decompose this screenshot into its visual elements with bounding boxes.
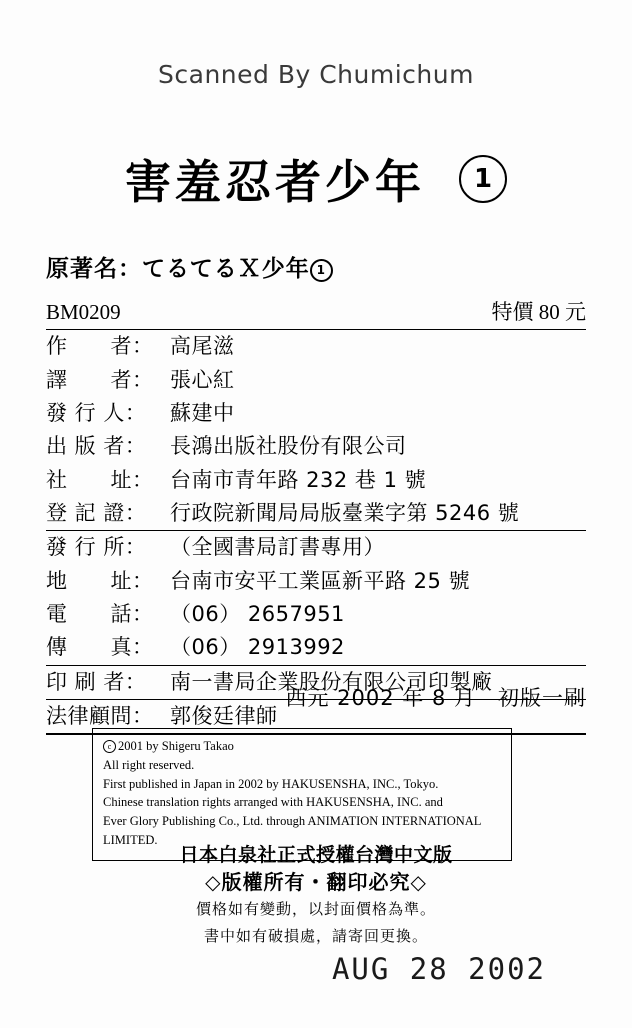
row-label: 譯 者： [46,367,154,392]
authorization-text: 日本白泉社正式授權台灣中文版 [179,844,453,866]
row-value: 郭俊廷律師 [170,700,586,735]
row-value: 台南市青年路 232 巷 1 號 [170,467,427,492]
copyright-icon: c [103,740,116,753]
row-label: 法律顧問： [46,700,170,735]
row-value: 張心紅 [170,367,235,392]
row-label: 出 版 者： [46,434,147,459]
rights-reserved-text: ◇版權所有・翻印必究◇ [205,870,427,894]
title-row [0,146,632,212]
row-value: 蘇建中 [170,401,235,426]
table-row [46,364,586,397]
row-value: （06） 2913992 [170,631,586,665]
original-title [46,250,333,283]
price-label: 特價 [491,300,534,324]
table-row [46,565,586,598]
original-volume-badge: 1 [310,259,333,282]
scan-credit-text: Scanned By Chumichum [158,60,474,89]
row-value: 長鴻出版社股份有限公司 [170,434,407,459]
copyright-line-6: LIMITED. [103,832,158,847]
row-value: （全國書局訂書專用） [170,535,385,560]
row-label: 社 址： [46,467,154,492]
table-row [46,598,586,631]
table-row [46,531,586,565]
row-label: 印 刷 者： [46,665,170,699]
book-code: BM0209 [46,296,170,330]
table-row [46,464,586,497]
price-note: 價格如有變動，以封面價格為準。 [195,900,436,918]
copyright-line-4: Chinese translation rights arranged with HAKUSENSHA, INC. and [103,795,443,810]
date-stamp: AUG 28 2002 [331,952,546,986]
volume-badge: 1 [459,155,507,203]
page-title: 害羞忍者少年 [125,155,425,209]
copyright-line-2: All right reserved. [103,757,195,772]
colophon-table [46,296,586,735]
table-row [46,397,586,430]
price-cell [170,296,586,330]
table-row [46,430,586,463]
publication-date: 西元 2002 年 8 月 初版一刷 [285,686,586,710]
copyright-line-5: Ever Glory Publishing Co., Ltd. through ANIMATION INTERNATIONAL [103,814,482,828]
row-value: 行政院新聞局局版臺業字第 5246 號 [170,497,586,531]
price-unit: 元 [565,300,586,324]
price-value: 80 [538,300,560,324]
copyright-line-3: First published in Japan in 2002 by HAKUSENSHA, INC., Tokyo. [103,776,439,791]
row-label: 傳 真： [46,631,170,665]
row-label: 作 者： [46,334,154,359]
copyright-holder: 2001 by Shigeru Takao [118,739,234,753]
damage-note: 書中如有破損處，請寄回更換。 [203,927,428,945]
table-row-code [46,296,586,330]
row-label: 發 行 人： [46,401,147,426]
row-value: 高尾滋 [170,334,235,359]
table-row [46,497,586,531]
table-row [46,330,586,364]
original-title-label: 原著名：てるてるＸ少年 [46,256,310,282]
row-label: 地 址： [46,568,154,593]
row-label: 電 話： [46,602,154,627]
row-value: 南一書局企業股份有限公司印製廠 [170,665,586,699]
row-label: 發 行 所： [46,535,147,560]
copyright-line-1 [103,737,501,756]
table-row [46,631,586,665]
row-label: 登 記 證： [46,497,170,531]
row-value: （06） 2657951 [170,602,345,627]
row-value: 台南市安平工業區新平路 25 號 [170,568,471,593]
